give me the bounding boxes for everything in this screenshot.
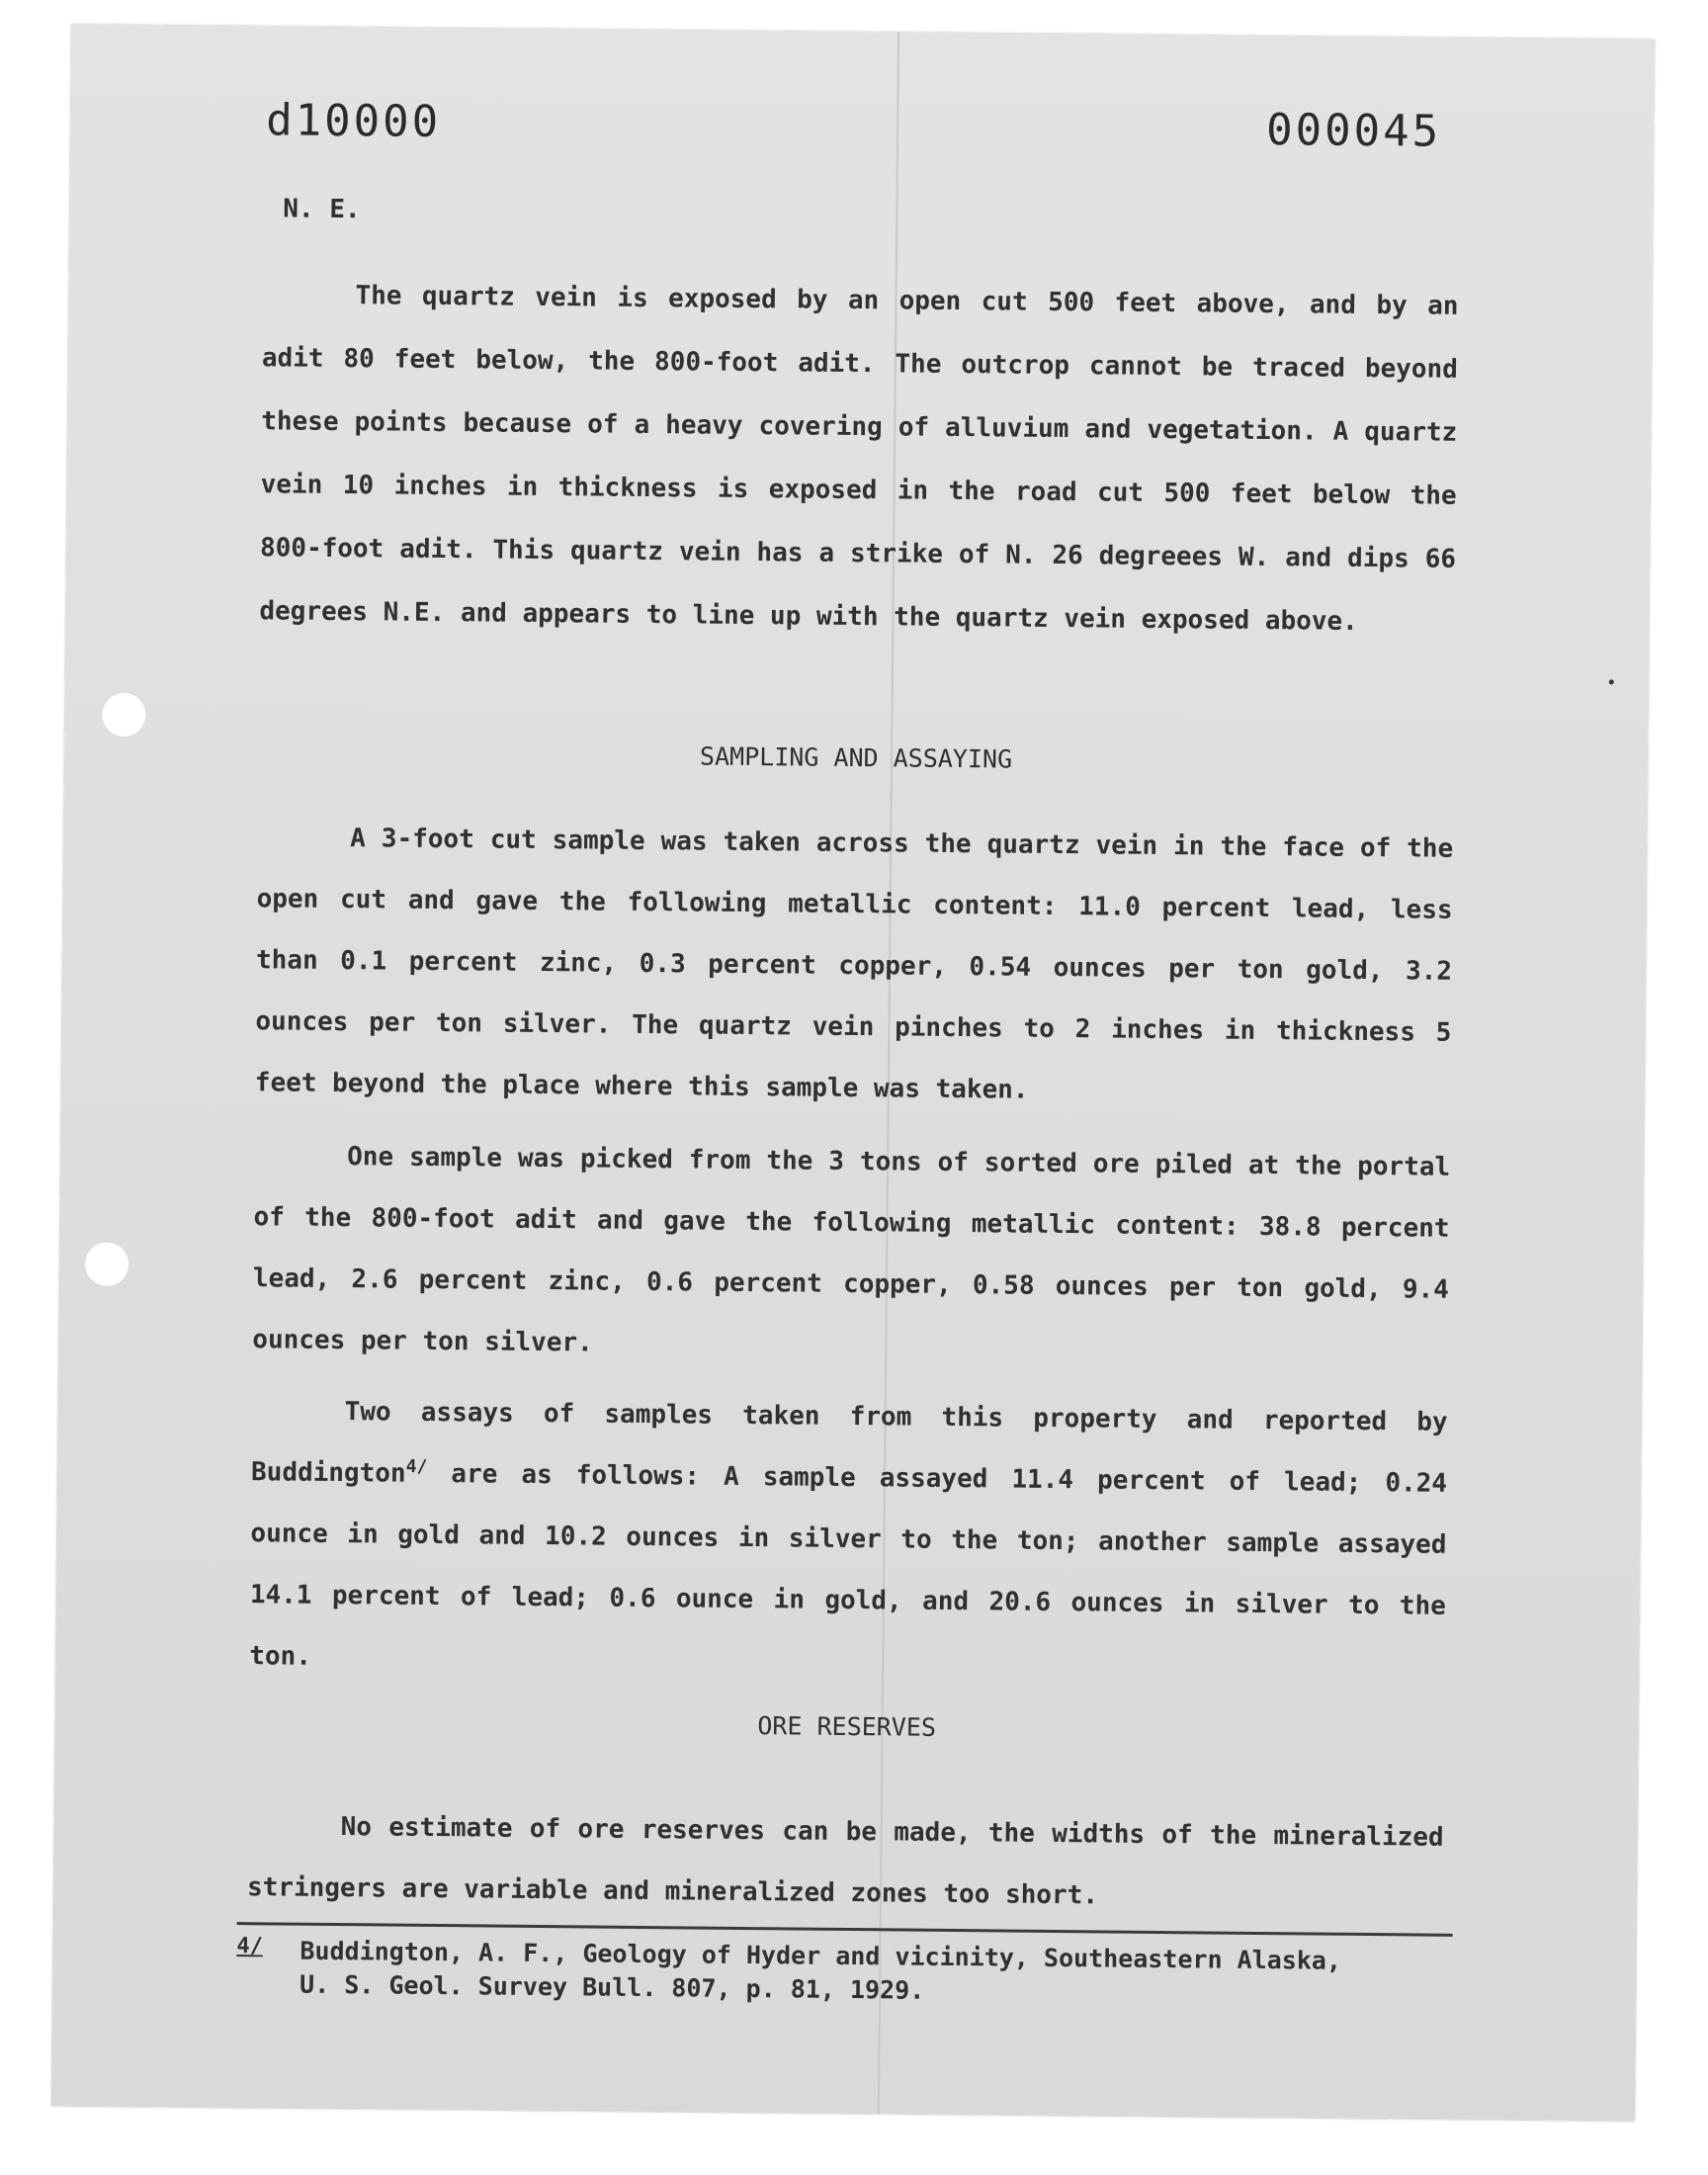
- paragraph-vein-exposure: The quartz vein is exposed by an open cut 500 feet above, and by an adit 80 feet below, the 800-foot adit. The outcrop cannot be traced beyond these points because of a heavy covering of alluvium and vegetation. A quartz vein 10 inches in thickness is exposed in the road cut 500 feet below the 800-foot adit. This quartz vein has a strike of N. 26 degreees W. and dips 66 degrees N.E. and appears to line up with the quartz vein exposed above.: [259, 281, 1459, 637]
- paragraph-cut-sample: A 3-foot cut sample was taken across the quartz vein in the face of the open cut and gave the following metallic content: 11.0 percent lead, less than 0.1 percent zinc, 0.3 percent copper, 0.54 ounces per ton gold, 3.2 ounces per ton silver. The quartz vein pinches to 2 inches in thickness 5 feet beyond the place where this sample was taken.: [254, 824, 1454, 1105]
- footnote: [236, 1934, 1453, 2013]
- paragraph-picked-sample: One sample was picked from the 3 tons of sorted ore piled at the portal of the 800-foot adit and gave the following metallic content: 38.8 percent lead, 2.6 percent zinc, 0.6 percent copper, 0.58 ounces per ton gold, 9.4 ounces per ton silver.: [252, 1142, 1451, 1358]
- footnote-mark: 4/: [236, 1934, 264, 1959]
- speck: [1609, 679, 1614, 684]
- footnote-line-2: U. S. Geol. Survey Bull. 807, p. 81, 1929.: [299, 1969, 925, 2005]
- p4-end: are as follows: A sample assayed 11.4 percent of lead; 0.24 ounce in gold and 10.2 ounces in silver to the ton; another sample assayed 14.1 percent of lead; 0.6 ounce in gold, and 20.6 ounces in silver to the ton.: [249, 1458, 1448, 1672]
- footnote-reference: 4/: [405, 1456, 428, 1478]
- document-page: [51, 24, 1655, 2121]
- heading-ore-reserves: ORE RESERVES: [757, 1711, 937, 1742]
- paragraph-ore-reserves: No estimate of ore reserves can be made, the widths of the mineralized stringers are variable and mineralized zones too short.: [246, 1812, 1444, 1911]
- footnote-line-1: Buddington, A. F., Geology of Hyder and vicinity, Southeastern Alaska,: [299, 1936, 1342, 1975]
- punch-hole: [85, 1243, 128, 1286]
- section-label: N. E.: [283, 194, 361, 225]
- page-number: 000045: [1265, 104, 1442, 157]
- page-id: d10000: [265, 95, 442, 147]
- punch-hole: [102, 693, 145, 737]
- heading-sampling-and-assaying: SAMPLING AND ASSAYING: [699, 741, 1013, 774]
- paragraph-buddington-assays: [249, 1380, 1448, 1698]
- p4-start: Two assays of samples taken from this property and reported by Buddington: [250, 1397, 1448, 1489]
